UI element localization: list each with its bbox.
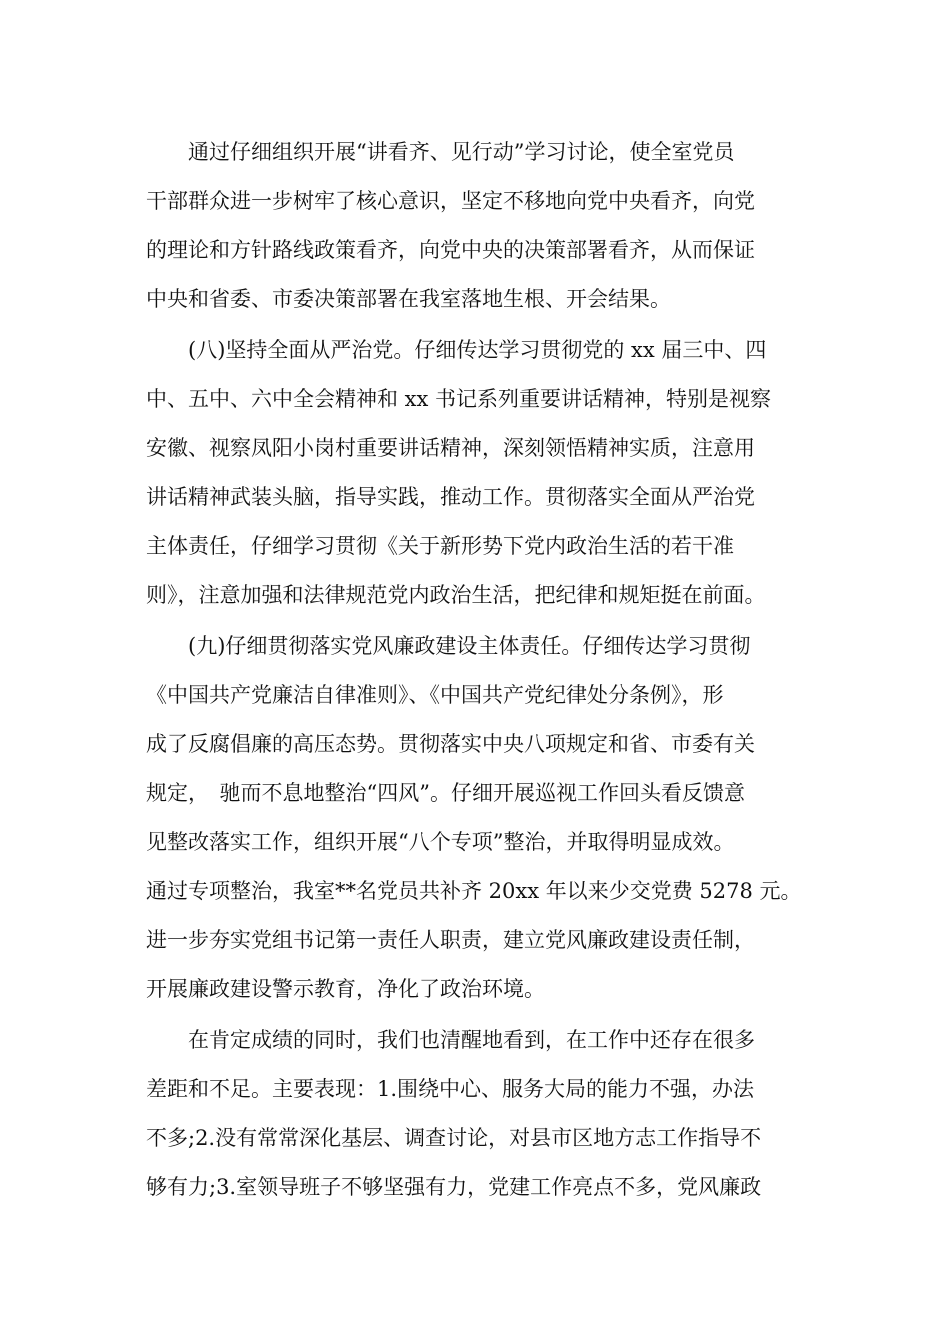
text-line: 进一步夯实党组书记第一责任人职责，建立党风廉政建设责任制， <box>146 928 755 952</box>
text-line: 干部群众进一步树牢了核心意识，坚定不移地向党中央看齐，向党 <box>146 189 755 213</box>
text-line: 成了反腐倡廉的高压态势。贯彻落实中央八项规定和省、市委有关 <box>146 732 755 756</box>
text-line: 在肯定成绩的同时，我们也清醒地看到，在工作中还存在很多 <box>146 1028 755 1052</box>
text-line: 主体责任，仔细学习贯彻《关于新形势下党内政治生活的若干准 <box>146 534 734 558</box>
text-line: 开展廉政建设警示教育，净化了政治环境。 <box>146 977 545 1001</box>
text-line: 见整改落实工作，组织开展“八个专项”整治，并取得明显成效。 <box>146 830 735 854</box>
text-line: 的理论和方针路线政策看齐，向党中央的决策部署看齐，从而保证 <box>146 238 755 262</box>
text-line: 不多;2.没有常常深化基层、调查讨论，对县市区地方志工作指导不 <box>146 1126 762 1150</box>
text-line: 中、五中、六中全会精神和 xx 书记系列重要讲话精神，特别是视察 <box>146 387 772 411</box>
paragraph-clean-governance <box>146 622 818 1014</box>
document-body <box>146 128 818 1212</box>
text-line: 中央和省委、市委决策部署在我室落地生根、开会结果。 <box>146 287 671 311</box>
text-line: 通过专项整治，我室**名党员共补齐 20xx 年以来少交党费 5278 元。 <box>146 879 802 903</box>
paragraph-study-discussion <box>146 128 818 324</box>
text-line: 规定， 驰而不息地整治“四风”。仔细开展巡视工作回头看反馈意 <box>146 781 745 805</box>
text-line: 讲话精神武装头脑，指导实践，推动工作。贯彻落实全面从严治党 <box>146 485 755 509</box>
text-line: (九)仔细贯彻落实党风廉政建设主体责任。仔细传达学习贯彻 <box>146 634 751 658</box>
paragraph-strict-governance <box>146 326 818 620</box>
text-line: 安徽、视察凤阳小岗村重要讲话精神，深刻领悟精神实质，注意用 <box>146 436 755 460</box>
paragraph-shortcomings <box>146 1016 818 1212</box>
text-line: (八)坚持全面从严治党。仔细传达学习贯彻党的 xx 届三中、四 <box>146 338 767 362</box>
text-line: 则》，注意加强和法律规范党内政治生活，把纪律和规矩挺在前面。 <box>146 583 766 607</box>
text-line: 通过仔细组织开展“讲看齐、见行动”学习讨论，使全室党员 <box>146 140 735 164</box>
text-line: 够有力;3.室领导班子不够坚强有力，党建工作亮点不多，党风廉政 <box>146 1175 762 1199</box>
text-line: 差距和不足。主要表现：1.围绕中心、服务大局的能力不强，办法 <box>146 1077 755 1101</box>
text-line: 《中国共产党廉洁自律准则》、《中国共产党纪律处分条例》，形 <box>146 683 724 707</box>
